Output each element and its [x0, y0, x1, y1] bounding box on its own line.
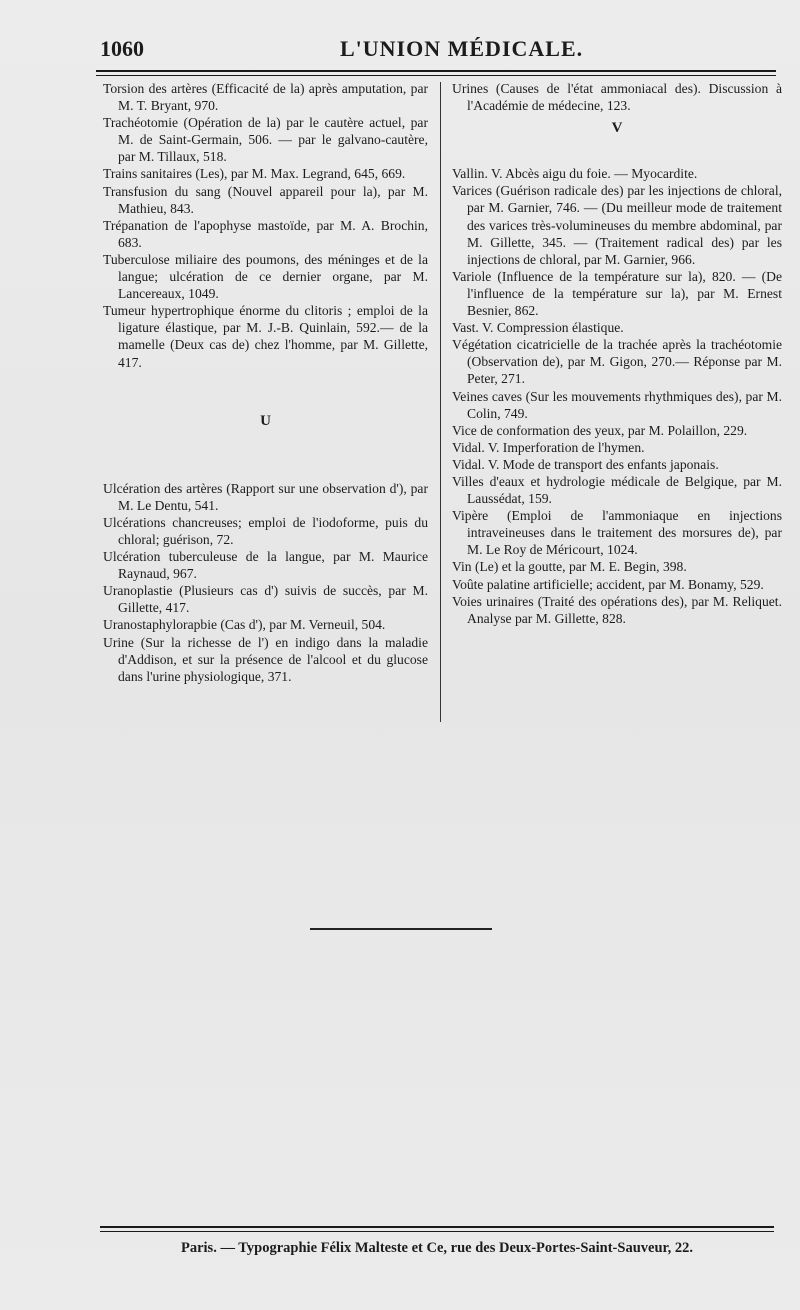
page-number: 1060 — [100, 36, 144, 61]
index-entry: Vice de conformation des yeux, par M. Polaillon, 229. — [452, 422, 748, 438]
index-entry: Voûte palatine artificielle; accident, par M. Bonamy, 529. — [452, 576, 764, 592]
index-entry: Torsion des artères (Efficacité de la) après amputation, par M. T. Bryant, 970. — [103, 81, 428, 114]
header-rule-thin — [96, 75, 776, 76]
index-entry: Ulcération des artères (Rapport sur une observation d'), par M. Le Dentu, 541. — [103, 480, 428, 513]
index-entry: Uranostaphylorapbie (Cas d'), par M. Verneuil, 504. — [103, 617, 386, 633]
index-entry: Veines caves (Sur les mouvements rhythmiques des), par M. Colin, 749. — [452, 388, 782, 421]
footer-rule-thin — [100, 1231, 774, 1232]
footer-rule — [100, 1226, 774, 1228]
header-rule — [96, 70, 776, 72]
index-entry: Vidal. V. Imperforation de l'hymen. — [452, 439, 645, 455]
index-entry: Urines (Causes de l'état ammoniacal des). Discussion à l'Académie de médecine, 123. — [452, 81, 782, 114]
bleed-through-text — [110, 710, 770, 1210]
index-entry: Tuberculose miliaire des poumons, des méninges et de la langue; ulcération de ce dernier organe, par M. Lancereaux, 1049. — [103, 251, 428, 302]
index-entry: Tumeur hypertrophique énorme du clitoris ; emploi de la ligature élastique, par M. J.-B. Quinlain, 592.— de la mamelle (Deux cas de) chez l'homme, par M. Gillette, 417. — [103, 303, 428, 370]
index-entry: Varices (Guérison radicale des) par les injections de chloral, par M. Garnier, 746. — (Du meilleur mode de traitement des varices très-volumineuses du membre abdominal, par M. Gillette, 345. — (Traitement radical des) par les injections de chloral, par M. Garnier, 966. — [452, 183, 782, 267]
index-entry: Ulcération tuberculeuse de la langue, par M. Maurice Raynaud, 967. — [103, 549, 428, 582]
section-letter-u: U — [260, 412, 271, 429]
left-column — [103, 80, 428, 685]
index-entry: Villes d'eaux et hydrologie médicale de Belgique, par M. Laussédat, 159. — [452, 473, 782, 507]
index-entry: Urine (Sur la richesse de l') en indigo dans la maladie d'Addison, et sur la présence de l'alcool et du glucose dans l'urine physiologique, 371. — [103, 634, 428, 684]
index-entry: Transfusion du sang (Nouvel appareil pour la), par M. Mathieu, 843. — [103, 183, 428, 216]
printer-imprint: Paris. — Typographie Félix Malteste et Ce, rue des Deux-Portes-Saint-Sauveur, 22. — [180, 1240, 693, 1256]
index-entry: Ulcérations chancreuses; emploi de l'iodoforme, puis du chloral; guérison, 72. — [103, 514, 428, 547]
section-letter-v: V — [611, 120, 623, 137]
index-entry: Trépanation de l'apophyse mastoïde, par M. A. Brochin, 683. — [103, 217, 428, 250]
end-of-index-rule — [310, 928, 492, 930]
index-entry: Végétation cicatricielle de la trachée après la trachéotomie (Observation de), par M. Gigon, 270.— Réponse par M. Peter, 271. — [452, 337, 782, 387]
index-entry: Vast. V. Compression élastique. — [452, 320, 624, 336]
running-title: L'UNION MÉDICALE. — [340, 36, 584, 61]
index-entry: Voies urinaires (Traité des opérations des), par M. Reliquet. Analyse par M. Gillette, 828. — [452, 593, 782, 626]
index-entry: Vallin. V. Abcès aigu du foie. — Myocardite. — [452, 166, 698, 182]
index-entry: Vidal. V. Mode de transport des enfants japonais. — [452, 456, 719, 472]
index-entry: Variole (Influence de la température sur la), 820. — (De l'influence de la température sur la), par M. Ernest Besnier, 862. — [452, 268, 782, 319]
column-divider — [440, 82, 441, 722]
index-entry: Uranoplastie (Plusieurs cas d') suivis de succès, par M. Gillette, 417. — [103, 583, 428, 616]
index-entry: Trachéotomie (Opération de la) par le cautère actuel, par M. de Saint-Germain, 506. — par le galvano-cautère, par M. Tillaux, 518. — [103, 115, 428, 165]
page-header — [100, 36, 776, 66]
index-entry: Vin (Le) et la goutte, par M. E. Begin, 398. — [452, 559, 687, 575]
right-column — [452, 80, 782, 627]
index-entry: Vipère (Emploi de l'ammoniaque en injections intraveineuses dans le traitement des morsures de), par M. Le Roy de Méricourt, 1024. — [452, 508, 782, 558]
index-entry: Trains sanitaires (Les), par M. Max. Legrand, 645, 669. — [103, 166, 406, 182]
